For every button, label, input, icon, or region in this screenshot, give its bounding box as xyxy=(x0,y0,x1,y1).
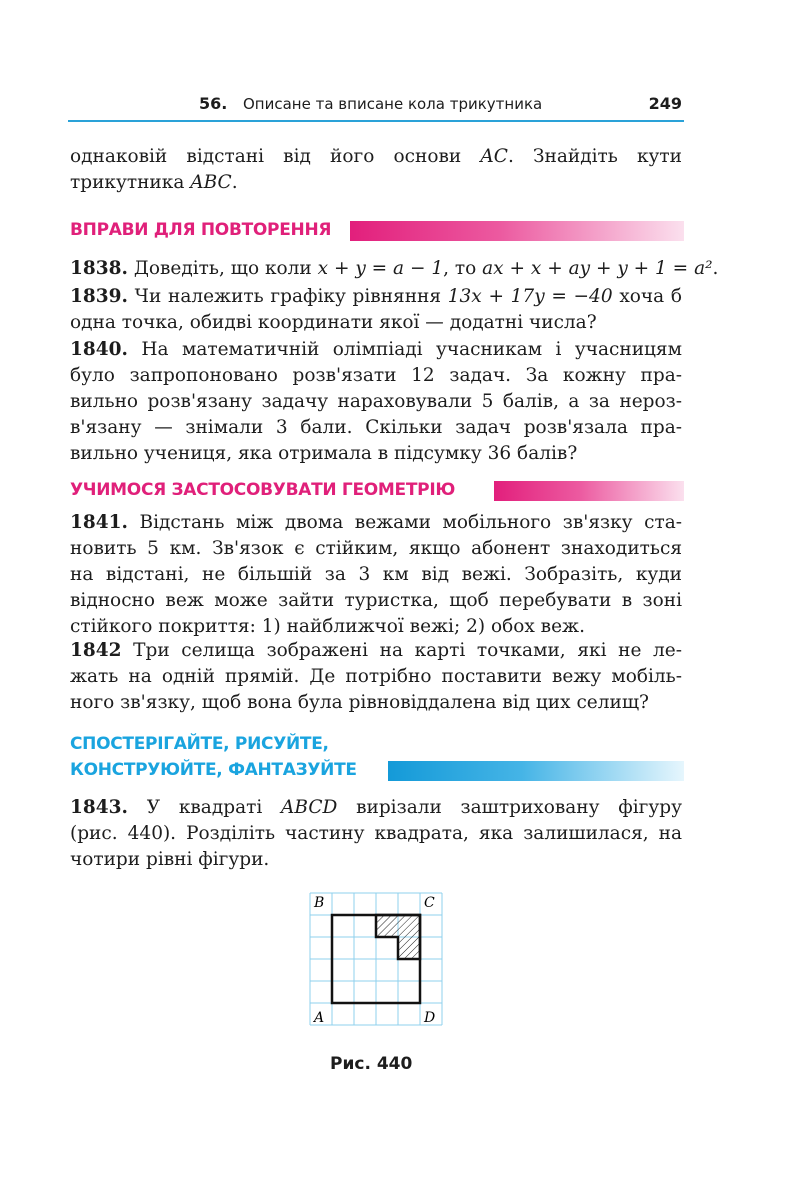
page-number: 249 xyxy=(648,94,682,113)
hatched-cutout xyxy=(376,915,420,959)
exercise-1840: 1840. На математичній олімпіаді учасникам і учасницям було запропоновано розв'язати 12 задач. За кожну пра- вильно розв'язану задачу нараховували 5 балів, а за нероз- в'язану — знімали 3 бали. Скільки задач розв'язала пра- вильно учениця, яка отримала в підсумку 36 балів? xyxy=(70,339,682,464)
grid xyxy=(310,893,442,1025)
label-a: A xyxy=(314,1010,325,1026)
section-heading-apply-geometry: УЧИМОСЯ ЗАСТОСОВУВАТИ ГЕОМЕТРІЮ xyxy=(70,480,455,500)
label-d: D xyxy=(424,1010,436,1026)
section-bar-review xyxy=(350,221,684,241)
figure-caption: Рис. 440 xyxy=(330,1054,413,1074)
exercise-1841: 1841. Відстань між двома вежами мобільного зв'язку ста- новить 5 км. Зв'язок є стійким, якщо абонент знаходиться на відстані, не більшій за 3 км від вежі. Зобразіть, куди відносно веж може зайти туристка, щоб перебувати в зоні стійкого покриття: 1) найближчої вежі; 2) обох веж. xyxy=(70,512,682,637)
exercise-1843: 1843. У квадраті ABCD вирізали заштриховану фігуру (рис. 440). Розділіть частину квадрата, яка залишилася, на чотири рівні фігури. xyxy=(70,797,682,870)
intro-paragraph: однаковій відстані від його основи AC. Знайдіть кути трикутника ABC. xyxy=(70,146,682,193)
running-header xyxy=(68,92,684,122)
section-heading-review: ВПРАВИ ДЛЯ ПОВТОРЕННЯ xyxy=(70,220,332,240)
section-bar-construct xyxy=(388,761,684,781)
exercise-1842: 1842 Три селища зображені на карті точками, які не ле- жать на одній прямій. Де потрібно поставити вежу мобіль- ного зв'язку, щоб вона була рівновіддалена від цих селищ? xyxy=(70,640,682,713)
section-title: Описане та вписане кола трикутника xyxy=(243,95,543,113)
exercise-1839: 1839. Чи належить графіку рівняння 13x + 17y = −40 хоча б одна точка, обидві координати якої — додатні числа? xyxy=(70,286,683,333)
section-number: 56. xyxy=(199,94,228,113)
section-heading-observe: СПОСТЕРІГАЙТЕ, РИСУЙТЕ, xyxy=(70,734,329,754)
figure-440 xyxy=(305,888,447,1028)
section-heading-construct: КОНСТРУЮЙТЕ, ФАНТАЗУЙТЕ xyxy=(70,760,357,780)
label-b: B xyxy=(314,895,325,911)
exercise-1838: 1838. Доведіть, що коли x + y = a − 1, то ax + x + ay + y + 1 = a². xyxy=(70,258,719,279)
section-bar-apply-geometry xyxy=(494,481,684,501)
label-c: C xyxy=(424,895,435,911)
